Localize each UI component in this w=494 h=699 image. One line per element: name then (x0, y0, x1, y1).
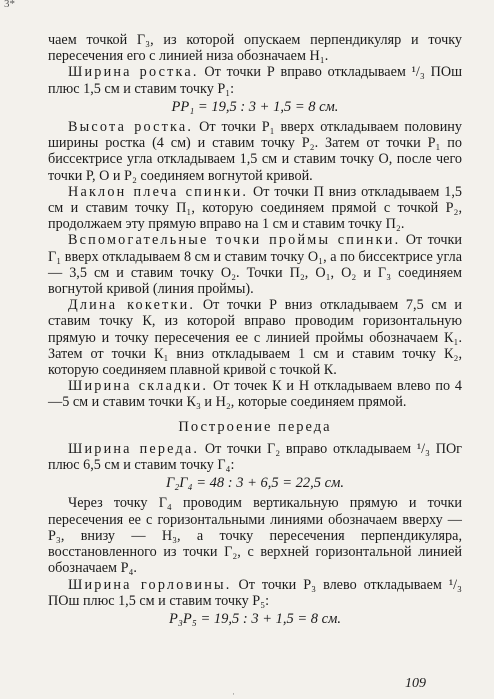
paragraph-text: От точки Р₃ влево откладываем ¹/₃ ПОш плюс 1,5 см и ставим точку Р₅: (48, 576, 462, 609)
paragraph (48, 64, 462, 96)
corner-mark: 3* (4, 0, 15, 10)
formula: Р₃Р₅ = 19,5 : 3 + 1,5 = 8 см. (169, 610, 341, 627)
section-heading: Построение переда (178, 418, 332, 435)
paragraph-text: От точки Г₁ вверх откладываем 8 см и ставим точку О₁, а по биссектрисе угла — 3,5 см и ставим точку О₂. Точки П₂, О₁, О₂ и Г₃ соединяем вогнутой кривой (линия проймы). (48, 232, 463, 298)
page-number: 109 (405, 676, 426, 691)
paragraph-term: Наклон плеча спинки. (68, 183, 249, 200)
paragraph-text: Через точку Г₄ проводим вертикальную прямую и точки пересечения ее с горизонтальными линиями обозначаем вверху — Р₃, внизу — Н₃, а точку пересечения перпендикуляра, восстановленного из точки Г₂, с верхней горизонтальной линией обозначаем Р₄. (48, 495, 462, 577)
paragraph-text: От точки Р вниз откладываем 7,5 см и ставим точку К, из которой вправо проводим горизонтальную прямую и точку пересечения ее с линией проймы обозначаем К₁. Затем от точки К₁ вниз откладываем 1 см и ставим точку К₂, которую соединяем плавной кривой с точкой К. (48, 297, 463, 379)
paragraph (48, 577, 462, 609)
formula: PP₁ = 19,5 : 3 + 1,5 = 8 см. (171, 98, 339, 115)
paragraph-term: Ширина горловины. (68, 576, 232, 593)
paragraph-text: От точки П вниз откладываем 1,5 см и ставим точку П₁, которую соединяем прямой с точкой Р₂, продолжаем эту прямую вправо на 1 см и ставим точку П₂. (48, 183, 462, 233)
paragraph (48, 297, 462, 378)
paragraph (48, 495, 462, 576)
print-fleck: · (232, 689, 235, 699)
paragraph-text: От точки Г₂ вправо откладываем ¹/₃ ПОг плюс 6,5 см и ставим точку Г₄: (48, 440, 463, 474)
paragraph (48, 184, 462, 233)
paragraph-text: От точек К и Н откладываем влево по 4—5 см и ставим точки К₃ и Н₂, которые соединяем прямой. (48, 378, 462, 411)
paragraph-term: Ширина переда. (68, 440, 200, 457)
paragraph (48, 378, 462, 410)
formula: Г₂Г₄ = 48 : 3 + 6,5 = 22,5 см. (166, 475, 344, 492)
body-text (48, 32, 462, 631)
paragraph-term: Ширина складки. (68, 378, 209, 395)
paragraph-term: Высота ростка. (68, 119, 194, 136)
paragraph (48, 32, 462, 64)
paragraph (48, 232, 462, 297)
paragraph-term: Ширина ростка. (68, 64, 199, 81)
paragraph (48, 119, 462, 184)
paragraph-term: Длина кокетки. (68, 297, 196, 314)
paragraph-text: чаем точкой Г₃, из которой опускаем перпендикуляр и точку пересечения его с линией низа обозначаем Н₁. (48, 32, 462, 65)
paragraph-term: Вспомогательные точки проймы спинки. (68, 232, 401, 249)
paragraph (48, 441, 462, 473)
paragraph-text: От точки Р вправо откладываем ¹/₃ ПОш плюс 1,5 см и ставим точку Р₁: (48, 64, 463, 97)
paragraph-text: От точки Р₁ вверх откладываем половину ширины ростка (4 см) и ставим точку Р₂. Затем от точки Р₁ по биссектрисе угла откладываем 1,5 см и ставим точку О, после чего точки Р, О и Р₂ соединяем вогнутой кривой. (48, 119, 462, 184)
